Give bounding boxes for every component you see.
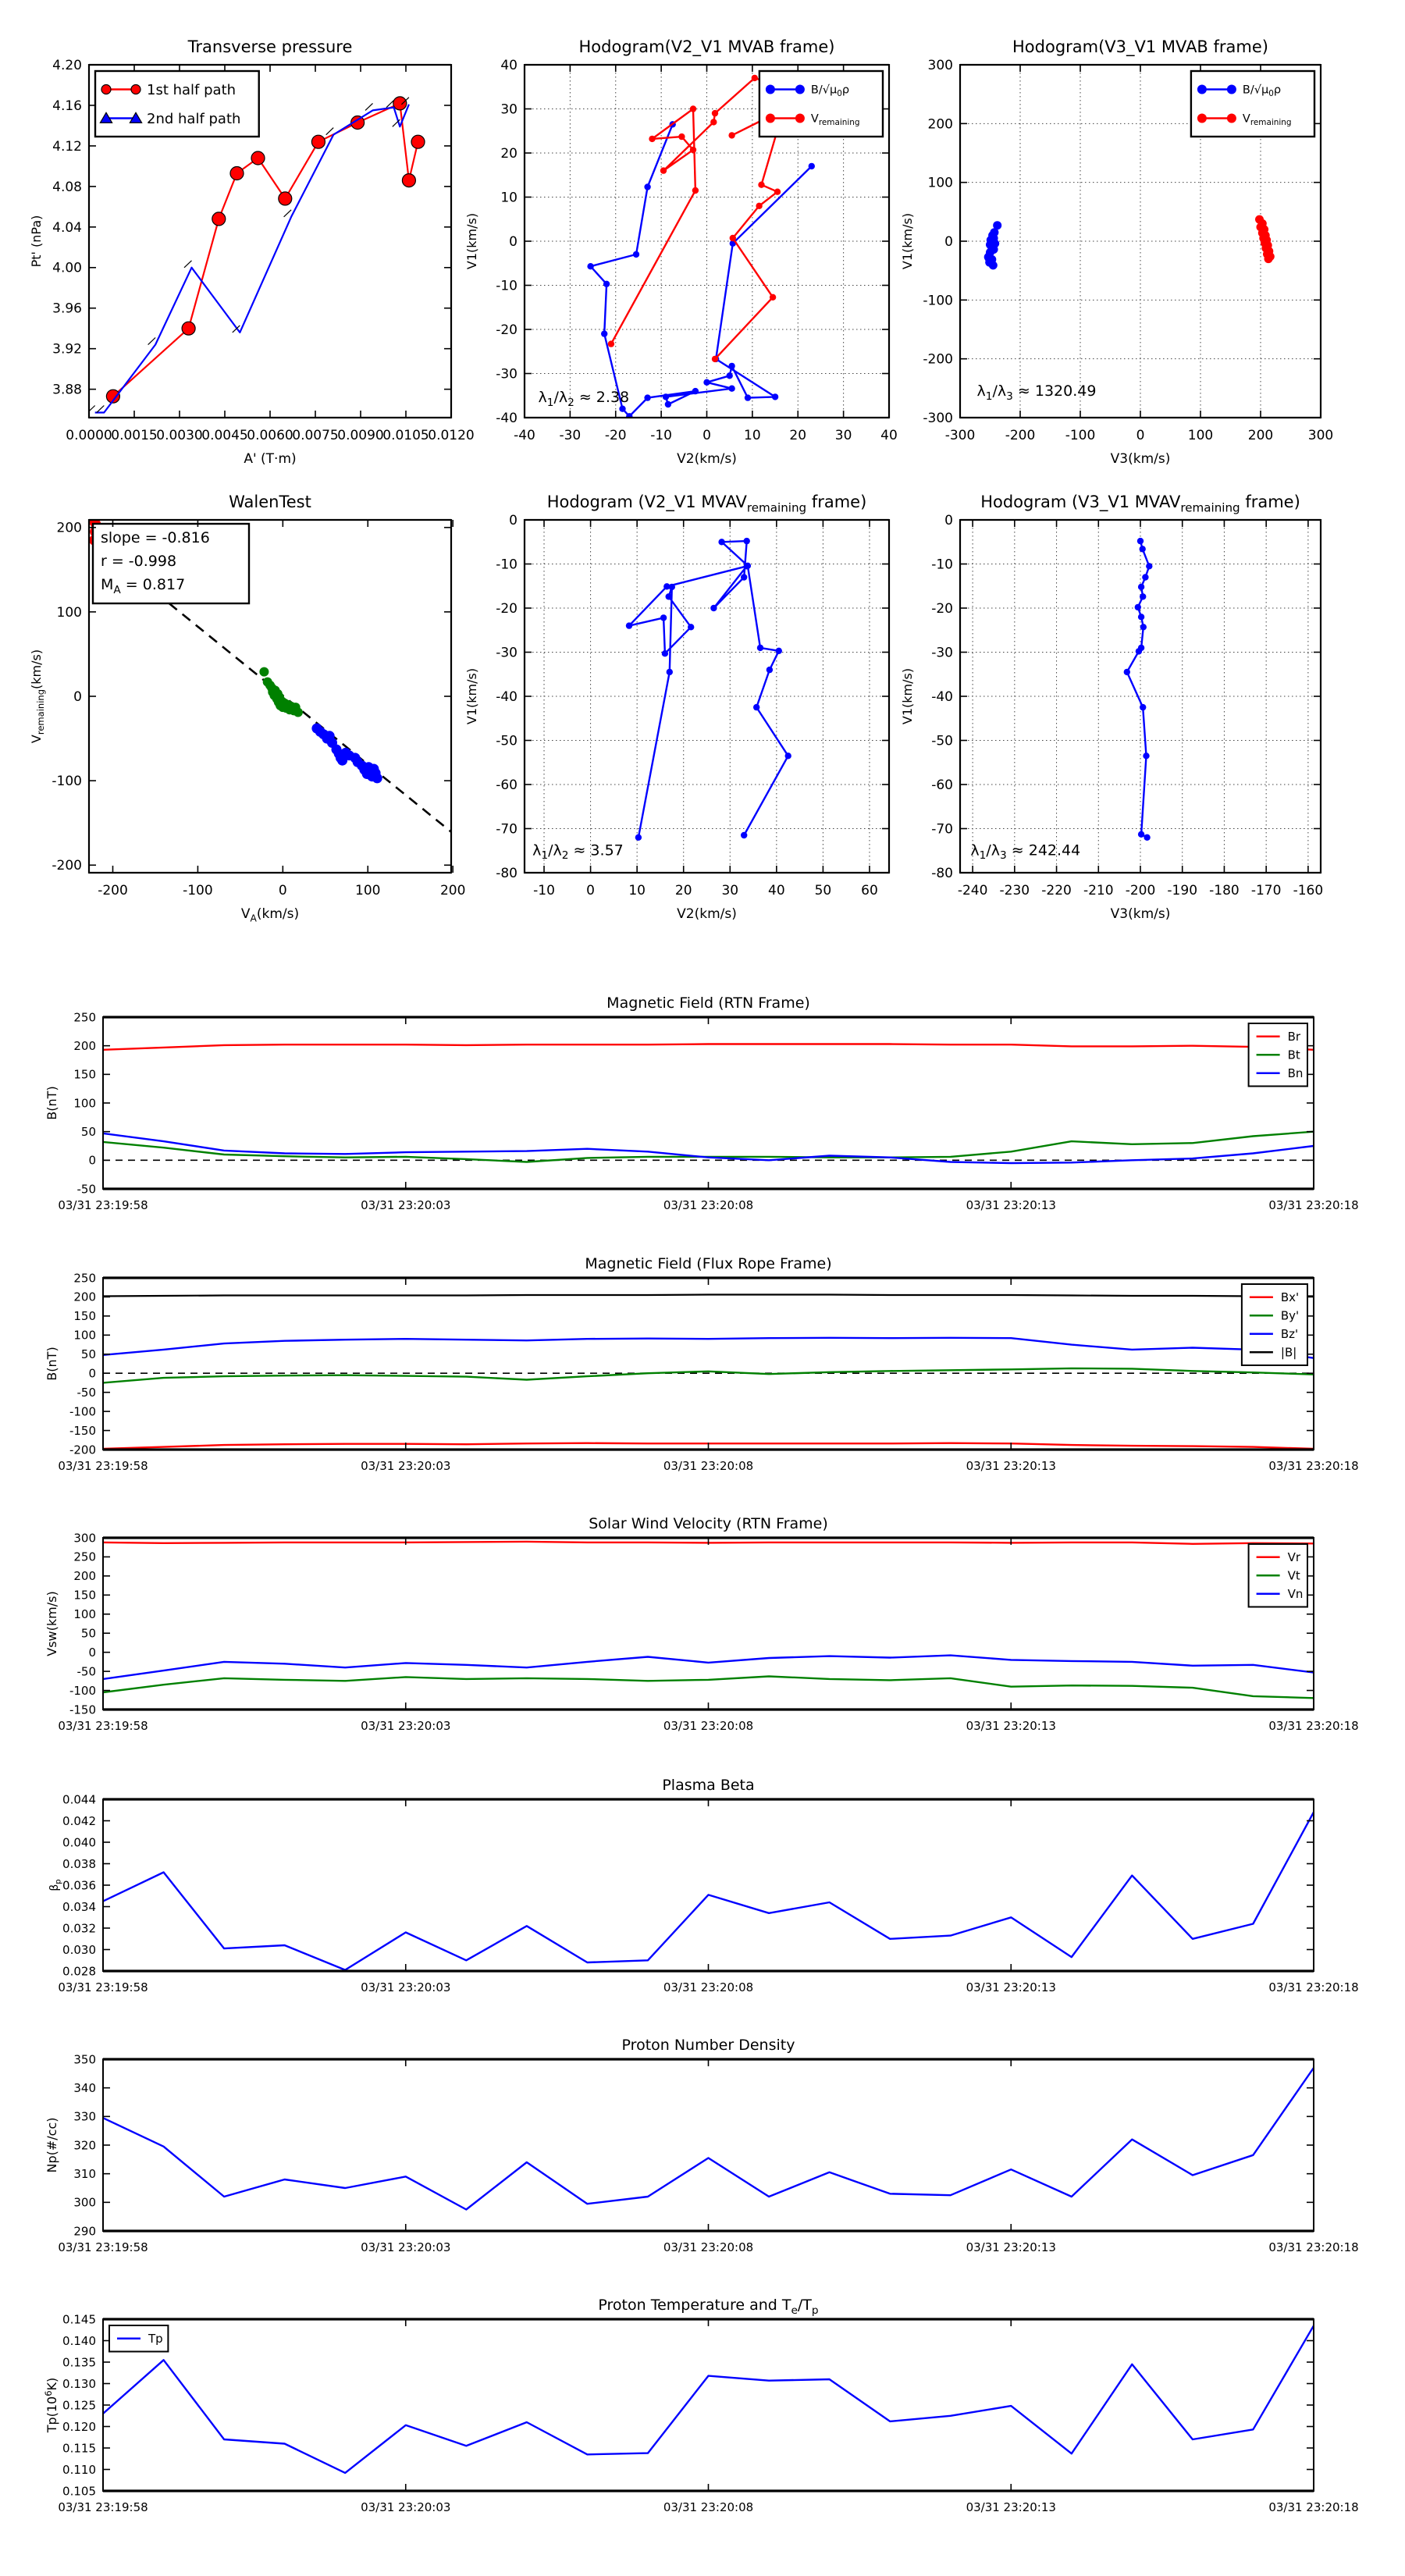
x-axis-label: $V_A(km/s)$ xyxy=(240,906,300,924)
info-box-line: $M_A = 0.817$ xyxy=(101,576,186,596)
y-tick-label: -20 xyxy=(496,600,518,617)
x-tick-label: 03/31 23:20:03 xyxy=(361,2500,451,2514)
y-tick-label: -50 xyxy=(76,1664,96,1679)
y-tick-label: 4.08 xyxy=(52,179,82,195)
y-tick-label: -80 xyxy=(931,865,953,881)
x-tick-label: 40 xyxy=(880,428,898,443)
y-tick-label: 250 xyxy=(73,1271,96,1286)
y-tick-label: 0 xyxy=(73,688,82,705)
y-tick-label: 0.036 xyxy=(62,1878,96,1893)
y-tick-label: 4.12 xyxy=(52,138,82,155)
y-tick-label: -30 xyxy=(496,366,518,382)
x-tick-label: 03/31 23:20:18 xyxy=(1268,1719,1359,1733)
x-axis-label: V3(km/s) xyxy=(1110,451,1171,467)
y-tick-label: 0.034 xyxy=(62,1899,96,1914)
y-tick-label: 100 xyxy=(73,1607,96,1622)
annotation: $\lambda_1/\lambda_2 \approx 2.38$ xyxy=(538,389,630,409)
x-tick-label: 100 xyxy=(355,883,381,898)
y-tick-label: -100 xyxy=(923,293,953,309)
y-tick-label: 290 xyxy=(73,2224,96,2239)
y-tick-label: 0.115 xyxy=(62,2441,96,2456)
x-axis-label: A' (T·m) xyxy=(244,451,297,467)
x-tick-label: 0.0000 xyxy=(66,428,112,443)
info-box-line: r = -0.998 xyxy=(101,553,177,570)
y-tick-label: -60 xyxy=(496,777,518,793)
x-tick-label: 30 xyxy=(721,883,739,898)
x-tick-label: -210 xyxy=(1083,883,1114,898)
y-tick-label: 4.16 xyxy=(52,98,82,114)
y-tick-label: -100 xyxy=(69,1683,96,1698)
title-hodogram-v2v1-mvav: Hodogram (V2_V1 $MVAV_{remaining}$ frame) xyxy=(546,493,867,515)
y-tick-label: -150 xyxy=(69,1703,96,1717)
x-axis-label: V2(km/s) xyxy=(677,906,737,922)
y-tick-label: 330 xyxy=(73,2109,96,2124)
y-tick-label: 100 xyxy=(56,604,82,621)
y-tick-label: -60 xyxy=(931,777,953,793)
y-tick-label: 0.044 xyxy=(62,1792,96,1807)
y-tick-label: -20 xyxy=(496,322,518,338)
x-tick-label: 03/31 23:20:18 xyxy=(1268,1459,1359,1473)
y-tick-label: 0.038 xyxy=(62,1856,96,1871)
y-tick-label: -20 xyxy=(931,600,953,617)
y-tick-label: -200 xyxy=(923,351,953,368)
y-tick-label: 0 xyxy=(88,1366,96,1381)
x-axis-label: V2(km/s) xyxy=(677,451,737,467)
title-transverse-pressure: Transverse pressure xyxy=(187,37,353,56)
y-tick-label: 0.042 xyxy=(62,1813,96,1828)
y-tick-label: 0.145 xyxy=(62,2312,96,2327)
y-tick-label: -200 xyxy=(52,858,82,874)
x-tick-label: 03/31 23:20:13 xyxy=(966,1198,1056,1212)
y-tick-label: 300 xyxy=(927,57,953,73)
x-tick-label: 0.0075 xyxy=(292,428,339,443)
y-tick-label: 30 xyxy=(500,101,518,118)
legend-label: Bt xyxy=(1287,1048,1300,1062)
legend-label: 2nd half path xyxy=(147,110,241,127)
x-tick-label: -230 xyxy=(999,883,1030,898)
y-axis-label: Pt' (nPa) xyxy=(29,215,44,268)
title-plasma-beta: Plasma Beta xyxy=(662,1777,755,1794)
x-tick-label: 20 xyxy=(674,883,692,898)
y-tick-label: 3.88 xyxy=(52,382,82,398)
y-tick-label: 0.120 xyxy=(62,2419,96,2434)
y-axis-label: V1(km/s) xyxy=(900,667,915,725)
annotation: $\lambda_1/\lambda_2 \approx 3.57$ xyxy=(532,841,624,863)
x-tick-label: 03/31 23:20:18 xyxy=(1268,1980,1359,1994)
y-axis-label: $Tp(10^6K)$ xyxy=(42,2377,59,2433)
y-tick-label: 10 xyxy=(500,190,518,206)
x-tick-label: -20 xyxy=(604,428,627,443)
x-tick-label: 03/31 23:20:08 xyxy=(663,1198,754,1212)
x-tick-label: 300 xyxy=(1307,428,1334,443)
x-tick-label: 03/31 23:20:18 xyxy=(1268,2240,1359,2254)
y-tick-label: 0.130 xyxy=(62,2376,96,2391)
x-tick-label: -10 xyxy=(650,428,673,443)
y-tick-label: 250 xyxy=(73,1010,96,1025)
y-axis-label: B(nT) xyxy=(44,1086,59,1120)
y-tick-label: 100 xyxy=(73,1096,96,1111)
y-tick-label: 50 xyxy=(80,1626,96,1641)
y-axis-label: V1(km/s) xyxy=(464,212,479,270)
title-tp: Proton Temperature and $T_e/T_p$ xyxy=(598,2297,819,2317)
y-tick-label: -50 xyxy=(931,733,953,749)
x-tick-label: -240 xyxy=(957,883,988,898)
x-tick-label: -200 xyxy=(1125,883,1156,898)
y-tick-label: -10 xyxy=(931,557,953,573)
y-tick-label: 20 xyxy=(500,145,518,162)
legend-b-rtn xyxy=(1249,1023,1307,1087)
title-vsw-rtn: Solar Wind Velocity (RTN Frame) xyxy=(589,1515,828,1532)
y-axis-label: Vsw(km/s) xyxy=(44,1591,59,1656)
x-tick-label: 40 xyxy=(768,883,785,898)
x-tick-label: 03/31 23:19:58 xyxy=(58,1719,148,1733)
y-tick-label: 250 xyxy=(73,1550,96,1564)
y-tick-label: 100 xyxy=(73,1328,96,1343)
y-tick-label: 300 xyxy=(73,1531,96,1546)
x-tick-label: -200 xyxy=(1005,428,1036,443)
title-np: Proton Number Density xyxy=(621,2037,795,2054)
legend-label: $V_{remaining}$ xyxy=(810,112,860,128)
y-tick-label: -80 xyxy=(496,865,518,881)
y-tick-label: 350 xyxy=(73,2052,96,2067)
legend-label: Vt xyxy=(1287,1568,1300,1583)
x-tick-label: 0.0120 xyxy=(428,428,475,443)
x-tick-label: 03/31 23:20:03 xyxy=(361,1198,451,1212)
title-walen-test: WalenTest xyxy=(229,493,311,511)
annotation: $\lambda_1/\lambda_3 \approx 1320.49$ xyxy=(976,382,1097,403)
y-tick-label: 4.04 xyxy=(52,219,82,236)
y-tick-label: -50 xyxy=(76,1182,96,1197)
y-tick-label: -30 xyxy=(931,645,953,661)
y-tick-label: 0.125 xyxy=(62,2398,96,2413)
x-tick-label: 03/31 23:20:03 xyxy=(361,1719,451,1733)
y-tick-label: 4.00 xyxy=(52,260,82,276)
y-axis-label: $V_{remaining}(km/s)$ xyxy=(29,649,46,744)
x-tick-label: 03/31 23:20:08 xyxy=(663,2500,754,2514)
x-tick-label: 03/31 23:20:08 xyxy=(663,2240,754,2254)
x-tick-label: 03/31 23:20:03 xyxy=(361,1980,451,1994)
y-tick-label: -300 xyxy=(923,410,953,426)
x-tick-label: 03/31 23:20:18 xyxy=(1268,2500,1359,2514)
y-tick-label: -70 xyxy=(931,821,953,838)
title-hodogram-v3v1-mvav: Hodogram (V3_V1 $MVAV_{remaining}$ frame) xyxy=(980,493,1300,515)
y-tick-label: 3.92 xyxy=(52,341,82,358)
y-tick-label: 0.028 xyxy=(62,1964,96,1979)
x-tick-label: 03/31 23:20:13 xyxy=(966,1719,1056,1733)
y-tick-label: 0.140 xyxy=(62,2333,96,2348)
legend-label: $B/√\mu_0\rho$ xyxy=(1242,84,1282,99)
y-tick-label: -50 xyxy=(76,1385,96,1400)
y-tick-label: 0 xyxy=(509,233,518,250)
y-tick-label: -40 xyxy=(931,688,953,705)
y-tick-label: 200 xyxy=(73,1569,96,1584)
legend-label: Br xyxy=(1287,1030,1301,1044)
y-tick-label: -100 xyxy=(52,774,82,790)
x-tick-label: 03/31 23:20:08 xyxy=(663,1980,754,1994)
x-tick-label: -100 xyxy=(1065,428,1096,443)
y-tick-label: -70 xyxy=(496,821,518,838)
y-tick-label: 310 xyxy=(73,2166,96,2181)
legend-b-fluxrope xyxy=(1242,1284,1307,1365)
x-tick-label: -300 xyxy=(944,428,976,443)
y-tick-label: -50 xyxy=(496,733,518,749)
legend-transverse-pressure xyxy=(95,71,259,137)
x-tick-label: 03/31 23:20:13 xyxy=(966,2240,1056,2254)
y-tick-label: 0 xyxy=(944,512,953,528)
y-tick-label: 0.105 xyxy=(62,2484,96,2499)
x-tick-label: -170 xyxy=(1250,883,1282,898)
x-tick-label: 03/31 23:19:58 xyxy=(58,2500,148,2514)
y-tick-label: -10 xyxy=(496,557,518,573)
x-tick-label: 20 xyxy=(789,428,807,443)
y-tick-label: 0 xyxy=(509,512,518,528)
title-hodogram-v2v1-mvab: Hodogram(V2_V1 MVAB frame) xyxy=(578,37,835,56)
legend-tp xyxy=(109,2325,168,2352)
y-tick-label: 50 xyxy=(80,1124,96,1139)
x-tick-label: 50 xyxy=(814,883,832,898)
y-tick-label: -30 xyxy=(496,645,518,661)
y-tick-label: -100 xyxy=(69,1404,96,1419)
y-axis-label: V1(km/s) xyxy=(464,667,479,725)
y-tick-label: 200 xyxy=(73,1290,96,1304)
y-tick-label: 320 xyxy=(73,2138,96,2153)
y-tick-label: -10 xyxy=(496,278,518,294)
x-tick-label: 0.0090 xyxy=(337,428,384,443)
x-tick-label: 03/31 23:19:58 xyxy=(58,1459,148,1473)
y-tick-label: 0 xyxy=(88,1645,96,1660)
y-tick-label: 0 xyxy=(944,233,953,250)
legend-label: Vn xyxy=(1287,1587,1304,1601)
x-tick-label: 0.0045 xyxy=(201,428,248,443)
x-tick-label: 200 xyxy=(1247,428,1274,443)
y-tick-label: -40 xyxy=(496,688,518,705)
title-b-fluxrope: Magnetic Field (Flux Rope Frame) xyxy=(585,1255,832,1272)
x-tick-label: 03/31 23:19:58 xyxy=(58,1980,148,1994)
legend-hodogram-v3v1-mvab xyxy=(1191,71,1314,137)
legend-label: $V_{remaining}$ xyxy=(1242,112,1292,128)
x-tick-label: 10 xyxy=(744,428,761,443)
y-tick-label: -40 xyxy=(496,410,518,426)
x-tick-label: 03/31 23:20:08 xyxy=(663,1459,754,1473)
x-tick-label: -220 xyxy=(1041,883,1072,898)
y-axis-label: Np(#/cc) xyxy=(44,2117,59,2173)
y-tick-label: 0.032 xyxy=(62,1921,96,1936)
x-tick-label: 03/31 23:20:13 xyxy=(966,2500,1056,2514)
x-tick-label: 0.0030 xyxy=(156,428,203,443)
y-tick-label: 100 xyxy=(927,175,953,191)
legend-vsw-rtn xyxy=(1249,1544,1307,1607)
title-hodogram-v3v1-mvab: Hodogram(V3_V1 MVAB frame) xyxy=(1012,37,1268,56)
y-tick-label: 0.040 xyxy=(62,1835,96,1850)
x-tick-label: 0.0015 xyxy=(111,428,158,443)
x-tick-label: 0 xyxy=(278,883,287,898)
x-tick-label: 10 xyxy=(628,883,646,898)
x-tick-label: 03/31 23:20:03 xyxy=(361,2240,451,2254)
y-tick-label: 200 xyxy=(73,1038,96,1053)
x-tick-label: -160 xyxy=(1293,883,1324,898)
x-tick-label: 03/31 23:19:58 xyxy=(58,1198,148,1212)
y-tick-label: 0 xyxy=(88,1153,96,1168)
x-tick-label: 03/31 23:19:58 xyxy=(58,2240,148,2254)
x-tick-label: 0 xyxy=(702,428,711,443)
legend-label: Bx' xyxy=(1280,1290,1300,1304)
x-tick-label: -200 xyxy=(98,883,128,898)
y-tick-label: 150 xyxy=(73,1309,96,1324)
x-tick-label: 0 xyxy=(586,883,595,898)
x-tick-label: 03/31 23:20:08 xyxy=(663,1719,754,1733)
y-axis-label: B(nT) xyxy=(44,1347,59,1381)
y-tick-label: 0.030 xyxy=(62,1942,96,1957)
x-tick-label: 200 xyxy=(439,883,466,898)
legend-label: $B/√\mu_0\rho$ xyxy=(810,84,850,99)
y-tick-label: 340 xyxy=(73,2080,96,2095)
y-tick-label: 40 xyxy=(500,57,518,73)
x-tick-label: 60 xyxy=(861,883,878,898)
legend-label: |B| xyxy=(1280,1345,1297,1360)
x-tick-label: -10 xyxy=(533,883,555,898)
y-tick-label: -200 xyxy=(69,1443,96,1457)
x-axis-label: V3(km/s) xyxy=(1110,906,1171,922)
x-tick-label: 03/31 23:20:13 xyxy=(966,1459,1056,1473)
y-tick-label: 150 xyxy=(73,1588,96,1603)
y-tick-label: 150 xyxy=(73,1067,96,1082)
x-tick-label: 03/31 23:20:03 xyxy=(361,1459,451,1473)
y-tick-label: 3.96 xyxy=(52,301,82,317)
legend-label: Bn xyxy=(1287,1066,1304,1080)
legend-hodogram-v2v1-mvab xyxy=(759,71,883,137)
x-tick-label: -40 xyxy=(514,428,535,443)
x-tick-label: 03/31 23:20:18 xyxy=(1268,1198,1359,1212)
y-tick-label: 300 xyxy=(73,2195,96,2210)
x-tick-label: -180 xyxy=(1209,883,1240,898)
legend-label: By' xyxy=(1280,1308,1300,1323)
x-tick-label: 0.0060 xyxy=(247,428,293,443)
title-b-rtn: Magnetic Field (RTN Frame) xyxy=(606,994,810,1012)
x-tick-label: 100 xyxy=(1187,428,1214,443)
legend-label: Bz' xyxy=(1280,1327,1299,1341)
x-tick-label: -100 xyxy=(183,883,213,898)
legend-label: Vr xyxy=(1287,1550,1301,1564)
y-axis-label: $\beta_p$ xyxy=(48,1879,63,1891)
legend-label: 1st half path xyxy=(147,81,237,98)
y-tick-label: 50 xyxy=(80,1347,96,1362)
x-tick-label: -30 xyxy=(559,428,582,443)
x-tick-label: 03/31 23:20:13 xyxy=(966,1980,1056,1994)
y-tick-label: 4.20 xyxy=(52,57,82,73)
x-tick-label: -190 xyxy=(1167,883,1198,898)
x-tick-label: 30 xyxy=(834,428,852,443)
legend-label: Tp xyxy=(148,2332,163,2346)
annotation: $\lambda_1/\lambda_3 \approx 242.44$ xyxy=(970,841,1081,863)
y-axis-label: V1(km/s) xyxy=(900,212,915,270)
y-tick-label: -150 xyxy=(69,1423,96,1438)
x-tick-label: 0 xyxy=(1136,428,1145,443)
x-tick-label: 0.0105 xyxy=(382,428,429,443)
y-tick-label: 200 xyxy=(56,520,82,536)
y-tick-label: 0.110 xyxy=(62,2462,96,2477)
info-box-line: slope = -0.816 xyxy=(101,529,210,546)
y-tick-label: 200 xyxy=(927,116,953,133)
y-tick-label: 0.135 xyxy=(62,2355,96,2370)
